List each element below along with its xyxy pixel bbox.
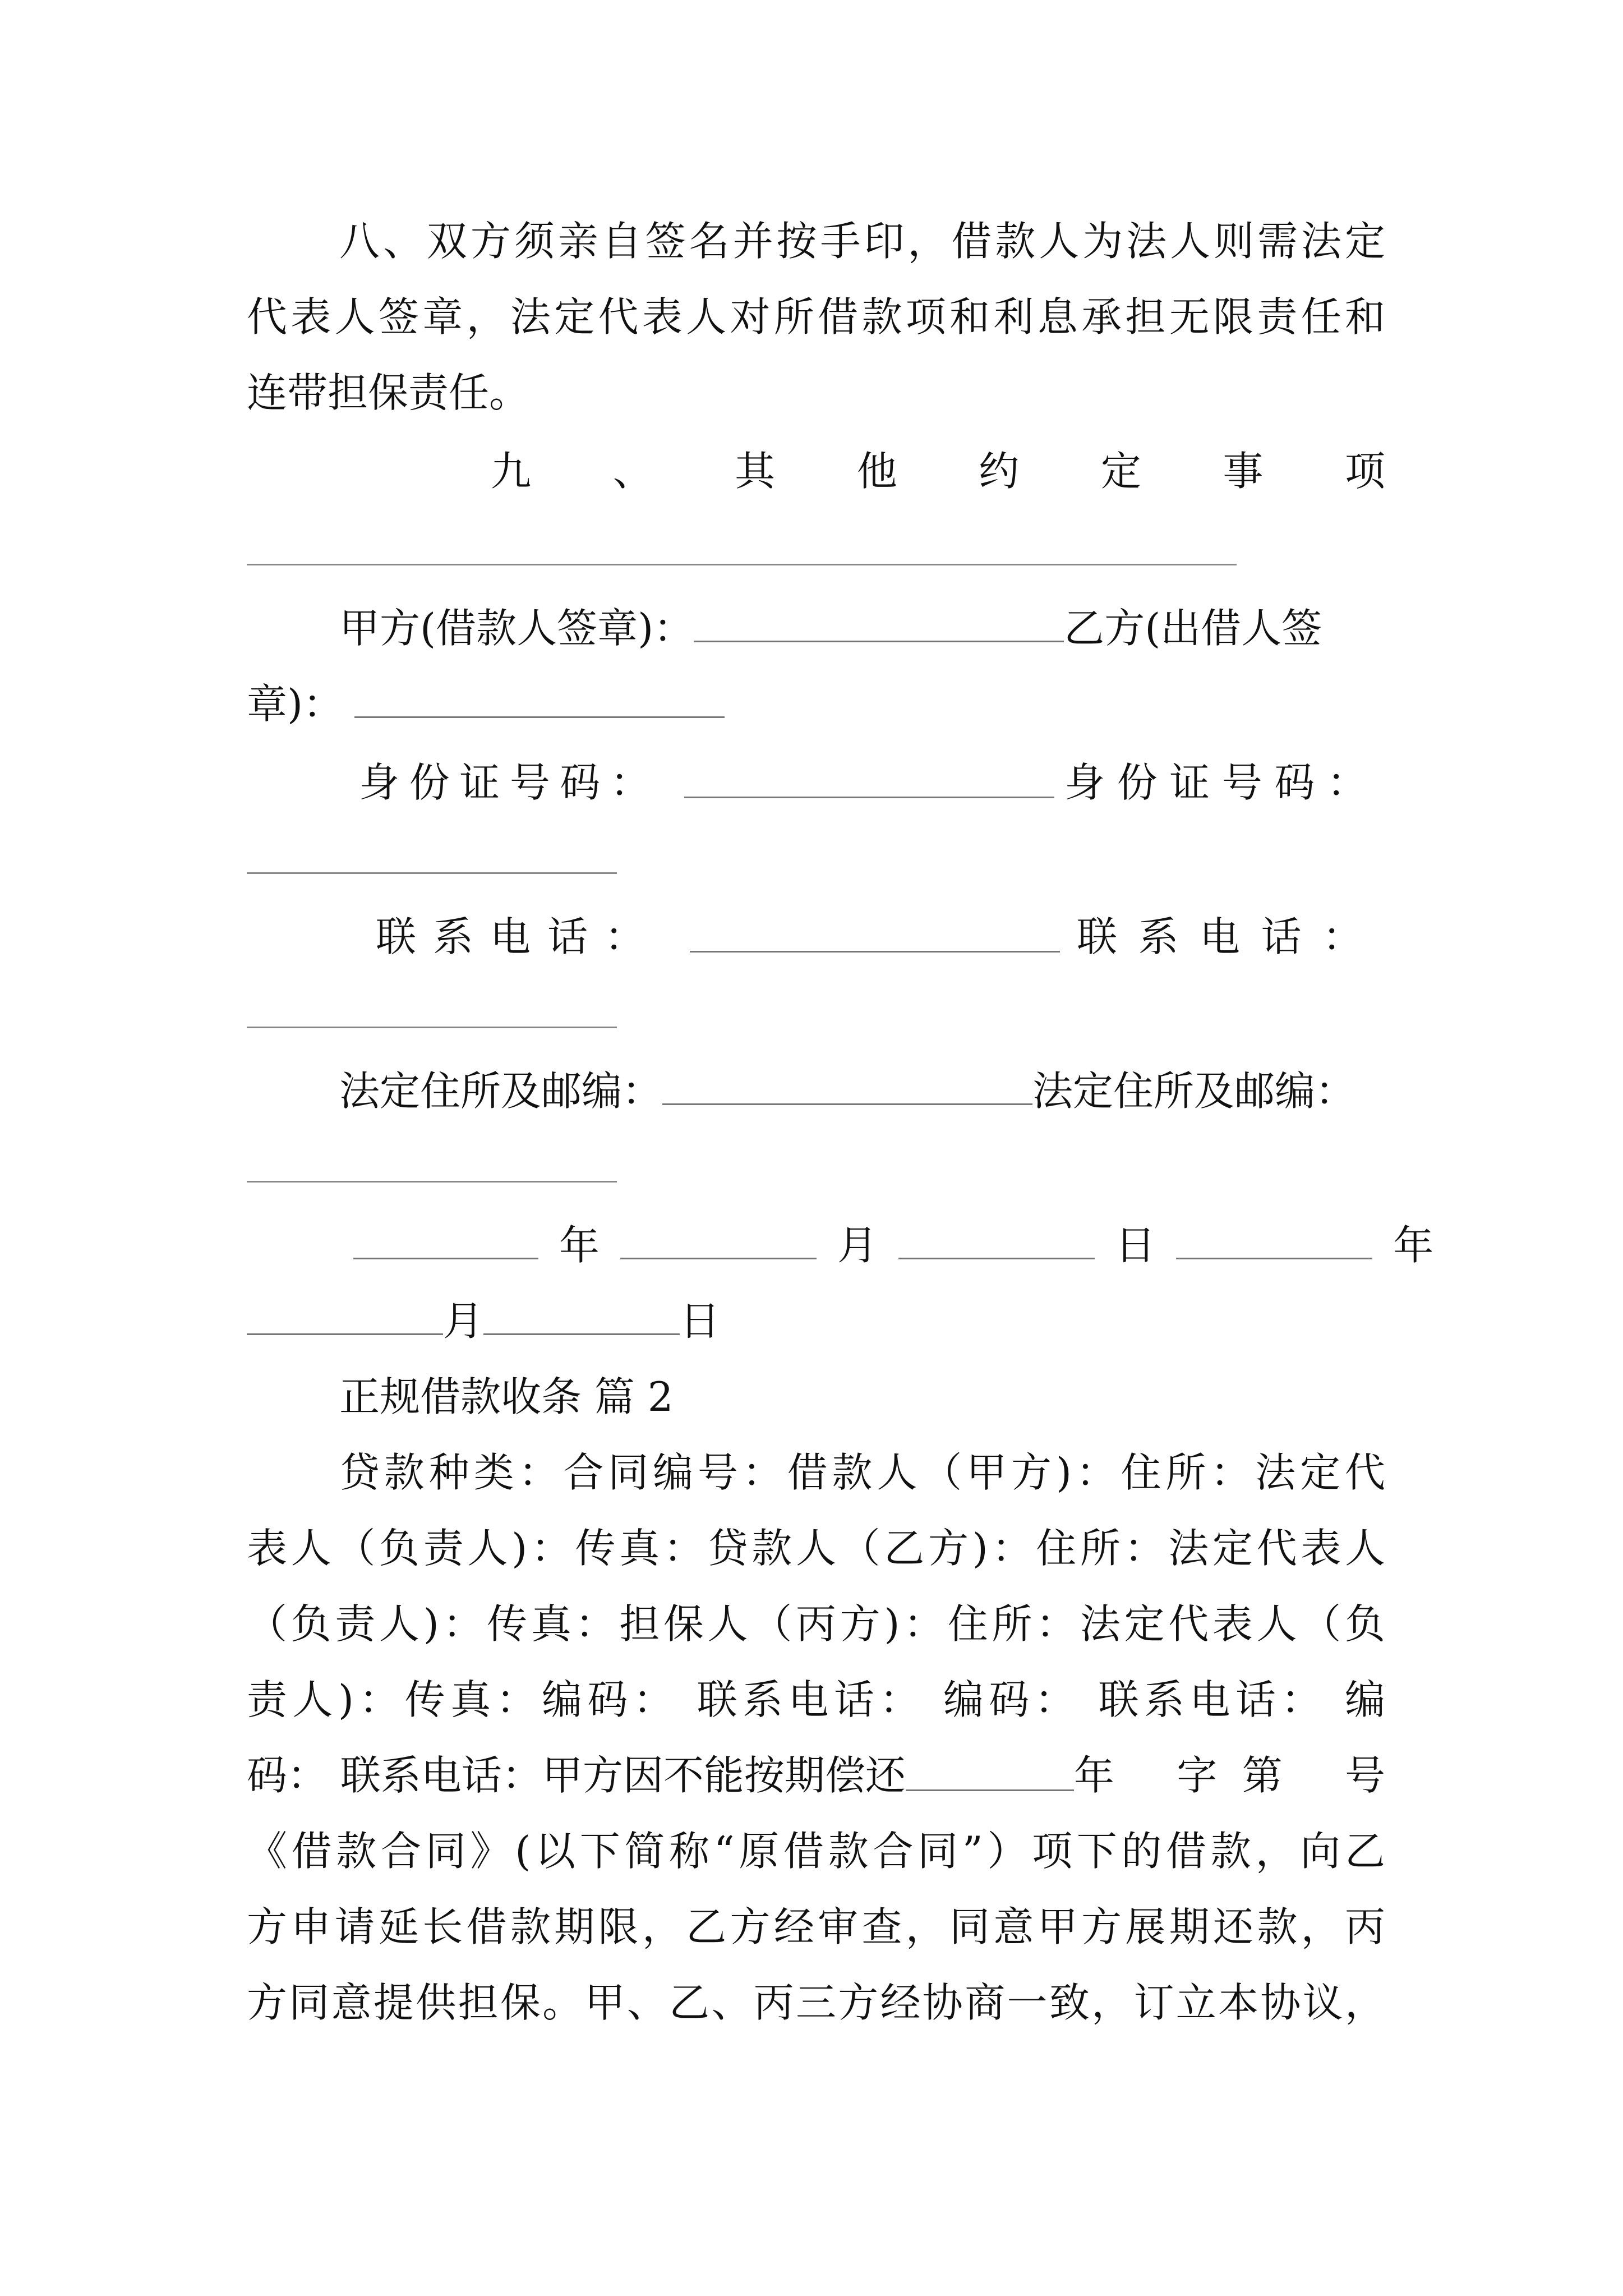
label-char: 份 bbox=[1117, 759, 1158, 806]
paragraph-line: 责人)：传真：编码： 联系电话： 编码： 联系电话： 编 bbox=[247, 1676, 1385, 1723]
paragraph-line: 表人（负责人)：传真：贷款人（乙方)：住所：法定代表人 bbox=[247, 1525, 1385, 1572]
heading-char: 约 bbox=[979, 448, 1020, 495]
paragraph-line: 代表人签章，法定代表人对所借款项和利息承担无限责任和 bbox=[247, 293, 1385, 341]
label-char: 系 bbox=[1138, 913, 1179, 960]
label-char: 号 bbox=[509, 759, 550, 806]
label-char: 系 bbox=[432, 913, 473, 960]
address-label: 法定住所及邮编： bbox=[1032, 1068, 1356, 1115]
label-char: 码 bbox=[560, 759, 601, 806]
label-char: ： bbox=[604, 913, 645, 960]
paragraph-line: 《借款合同》(以下简称“原借款合同”）项下的借款，向乙 bbox=[247, 1828, 1385, 1875]
party-b-sign-label: 章)： bbox=[247, 680, 344, 728]
month-blank[interactable] bbox=[247, 1300, 443, 1335]
fill-in-line[interactable] bbox=[247, 564, 1237, 565]
label-char: 码 bbox=[1274, 759, 1315, 806]
heading-char: 项 bbox=[1344, 448, 1385, 495]
label-char: 身 bbox=[359, 759, 400, 806]
label-char: 话 bbox=[547, 913, 588, 960]
paragraph-line: （负责人)：传真：担保人（丙方)：住所：法定代表人（负 bbox=[247, 1600, 1385, 1648]
section-heading bbox=[491, 443, 1385, 499]
id-label bbox=[359, 754, 651, 811]
paragraph-line bbox=[247, 1747, 1385, 1803]
party-a-id-blank[interactable] bbox=[684, 763, 1054, 798]
year-blank[interactable] bbox=[1176, 1224, 1372, 1259]
label-char: 身 bbox=[1064, 759, 1105, 806]
date-row bbox=[353, 1217, 1434, 1273]
section-title: 正规借款收条 篇 2 bbox=[339, 1373, 674, 1420]
paragraph-line: 贷款种类：合同编号：借款人（甲方)：住所：法定代 bbox=[339, 1449, 1385, 1496]
date-row bbox=[247, 1293, 1385, 1349]
day-blank[interactable] bbox=[898, 1224, 1095, 1259]
heading-char: 九 bbox=[491, 448, 532, 495]
address-label: 法定住所及邮编： bbox=[339, 1068, 663, 1115]
label-char: 联 bbox=[376, 913, 417, 960]
paragraph-line: 方同意提供担保。甲、乙、丙三方经协商一致，订立本协议， bbox=[247, 1979, 1385, 2026]
month-blank[interactable] bbox=[620, 1224, 817, 1259]
signature-row bbox=[247, 676, 1385, 732]
paragraph-line: 八、双方须亲自签名并按手印，借款人为法人则需法定 bbox=[339, 218, 1385, 265]
party-a-sign-blank[interactable] bbox=[694, 607, 1064, 642]
label-char: 话 bbox=[1261, 913, 1302, 960]
party-a-phone-blank[interactable] bbox=[690, 917, 1060, 953]
paragraph-text: 码： 联系电话：甲方因不能按期偿还 bbox=[247, 1752, 906, 1799]
signature-row bbox=[339, 600, 1388, 656]
paragraph-text: 年 字第 号 bbox=[1073, 1752, 1385, 1799]
address-row bbox=[339, 1063, 1405, 1119]
id-label bbox=[1064, 754, 1367, 811]
paragraph-line: 方申请延长借款期限，乙方经审查，同意甲方展期还款，丙 bbox=[247, 1903, 1385, 1950]
heading-char: 其 bbox=[735, 448, 776, 495]
party-a-address-blank[interactable] bbox=[662, 1070, 1032, 1105]
party-b-sign-label: 乙方(出借人签 bbox=[1064, 605, 1322, 652]
heading-char: 、 bbox=[612, 448, 653, 495]
label-char: 号 bbox=[1221, 759, 1262, 806]
party-b-address-blank[interactable] bbox=[247, 1181, 617, 1182]
year-blank[interactable] bbox=[353, 1224, 538, 1259]
label-char: 证 bbox=[1169, 759, 1210, 806]
heading-char: 定 bbox=[1100, 448, 1141, 495]
year-label: 年 bbox=[559, 1222, 600, 1269]
heading-char: 他 bbox=[856, 448, 897, 495]
day-label: 日 bbox=[680, 1297, 721, 1345]
party-a-sign-label: 甲方(借款人签章)： bbox=[339, 605, 694, 652]
label-char: 电 bbox=[1199, 913, 1240, 960]
day-label: 日 bbox=[1115, 1222, 1156, 1269]
phone-row bbox=[376, 909, 1385, 965]
party-b-sign-blank[interactable] bbox=[354, 683, 725, 718]
contract-year-blank[interactable] bbox=[906, 1756, 1074, 1791]
id-row bbox=[359, 754, 1385, 811]
label-char: ： bbox=[1322, 913, 1363, 960]
year-label: 年 bbox=[1393, 1222, 1434, 1269]
party-b-phone-blank[interactable] bbox=[247, 1027, 617, 1028]
month-label: 月 bbox=[443, 1297, 484, 1345]
party-b-id-blank[interactable] bbox=[247, 872, 617, 874]
label-char: 电 bbox=[490, 913, 531, 960]
day-blank[interactable] bbox=[483, 1300, 680, 1335]
month-label: 月 bbox=[837, 1222, 878, 1269]
phone-label bbox=[1077, 909, 1363, 965]
label-char: 份 bbox=[409, 759, 450, 806]
label-char: 证 bbox=[459, 759, 500, 806]
heading-char: 事 bbox=[1223, 448, 1264, 495]
paragraph-line: 连带担保责任。 bbox=[247, 369, 530, 416]
label-char: 联 bbox=[1077, 913, 1118, 960]
label-char: ： bbox=[1326, 759, 1367, 806]
label-char: ： bbox=[610, 759, 651, 806]
phone-label bbox=[376, 909, 645, 965]
